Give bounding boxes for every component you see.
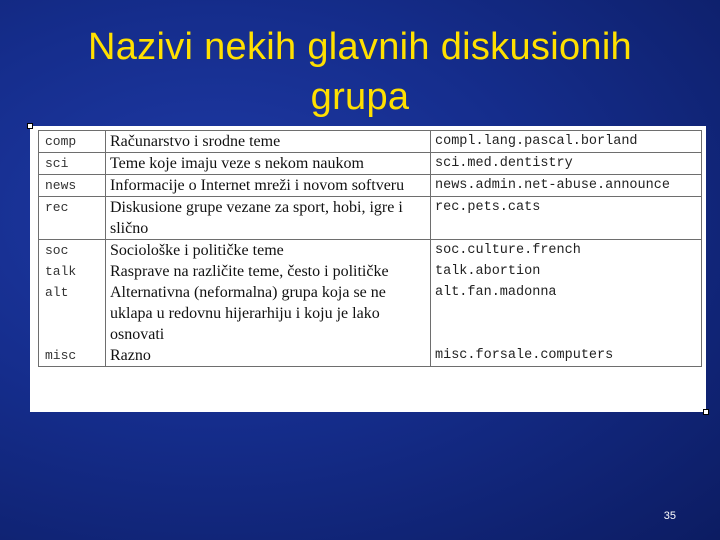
table-row <box>39 131 702 153</box>
page-number: 35 <box>663 510 676 522</box>
group-code: soc <box>39 240 106 262</box>
group-example: alt.fan.madonna <box>431 282 702 345</box>
group-code: comp <box>39 131 106 153</box>
group-code: news <box>39 175 106 197</box>
group-description: Informacije o Internet mreži i novom softveru <box>106 175 431 197</box>
group-description: Sociološke i političke teme <box>106 240 431 262</box>
table-row <box>39 261 702 282</box>
table-row <box>39 197 702 240</box>
group-description: Alternativna (neformalna) grupa koja se ne uklapa u redovnu hijerarhiju i koju je lako osnovati <box>106 282 431 345</box>
newsgroup-table <box>38 130 702 367</box>
group-code: sci <box>39 153 106 175</box>
slide-title-line-2: grupa <box>310 76 410 118</box>
group-description: Razno <box>106 345 431 367</box>
group-example: soc.culture.french <box>431 240 702 262</box>
table-row <box>39 153 702 175</box>
resize-handle-bottom-right[interactable] <box>703 409 709 415</box>
group-example: talk.abortion <box>431 261 702 282</box>
group-code: misc <box>39 345 106 367</box>
group-description: Rasprave na različite teme, često i političke <box>106 261 431 282</box>
group-description: Teme koje imaju veze s nekom naukom <box>106 153 431 175</box>
group-example: sci.med.dentistry <box>431 153 702 175</box>
newsgroup-table-object[interactable] <box>30 126 706 412</box>
group-code: alt <box>39 282 106 345</box>
table-row <box>39 282 702 345</box>
group-example: compl.lang.pascal.borland <box>431 131 702 153</box>
group-example: misc.forsale.computers <box>431 345 702 367</box>
group-description: Diskusione grupe vezane za sport, hobi, igre i slično <box>106 197 431 240</box>
group-description: Računarstvo i srodne teme <box>106 131 431 153</box>
group-example: news.admin.net-abuse.announce <box>431 175 702 197</box>
group-code: rec <box>39 197 106 240</box>
table-row <box>39 175 702 197</box>
resize-handle-top-left[interactable] <box>27 123 33 129</box>
slide-title-line-1: Nazivi nekih glavnih diskusionih <box>88 26 632 68</box>
group-code: talk <box>39 261 106 282</box>
table-row <box>39 345 702 367</box>
group-example: rec.pets.cats <box>431 197 702 240</box>
table-row <box>39 240 702 262</box>
slide-title <box>30 22 690 122</box>
